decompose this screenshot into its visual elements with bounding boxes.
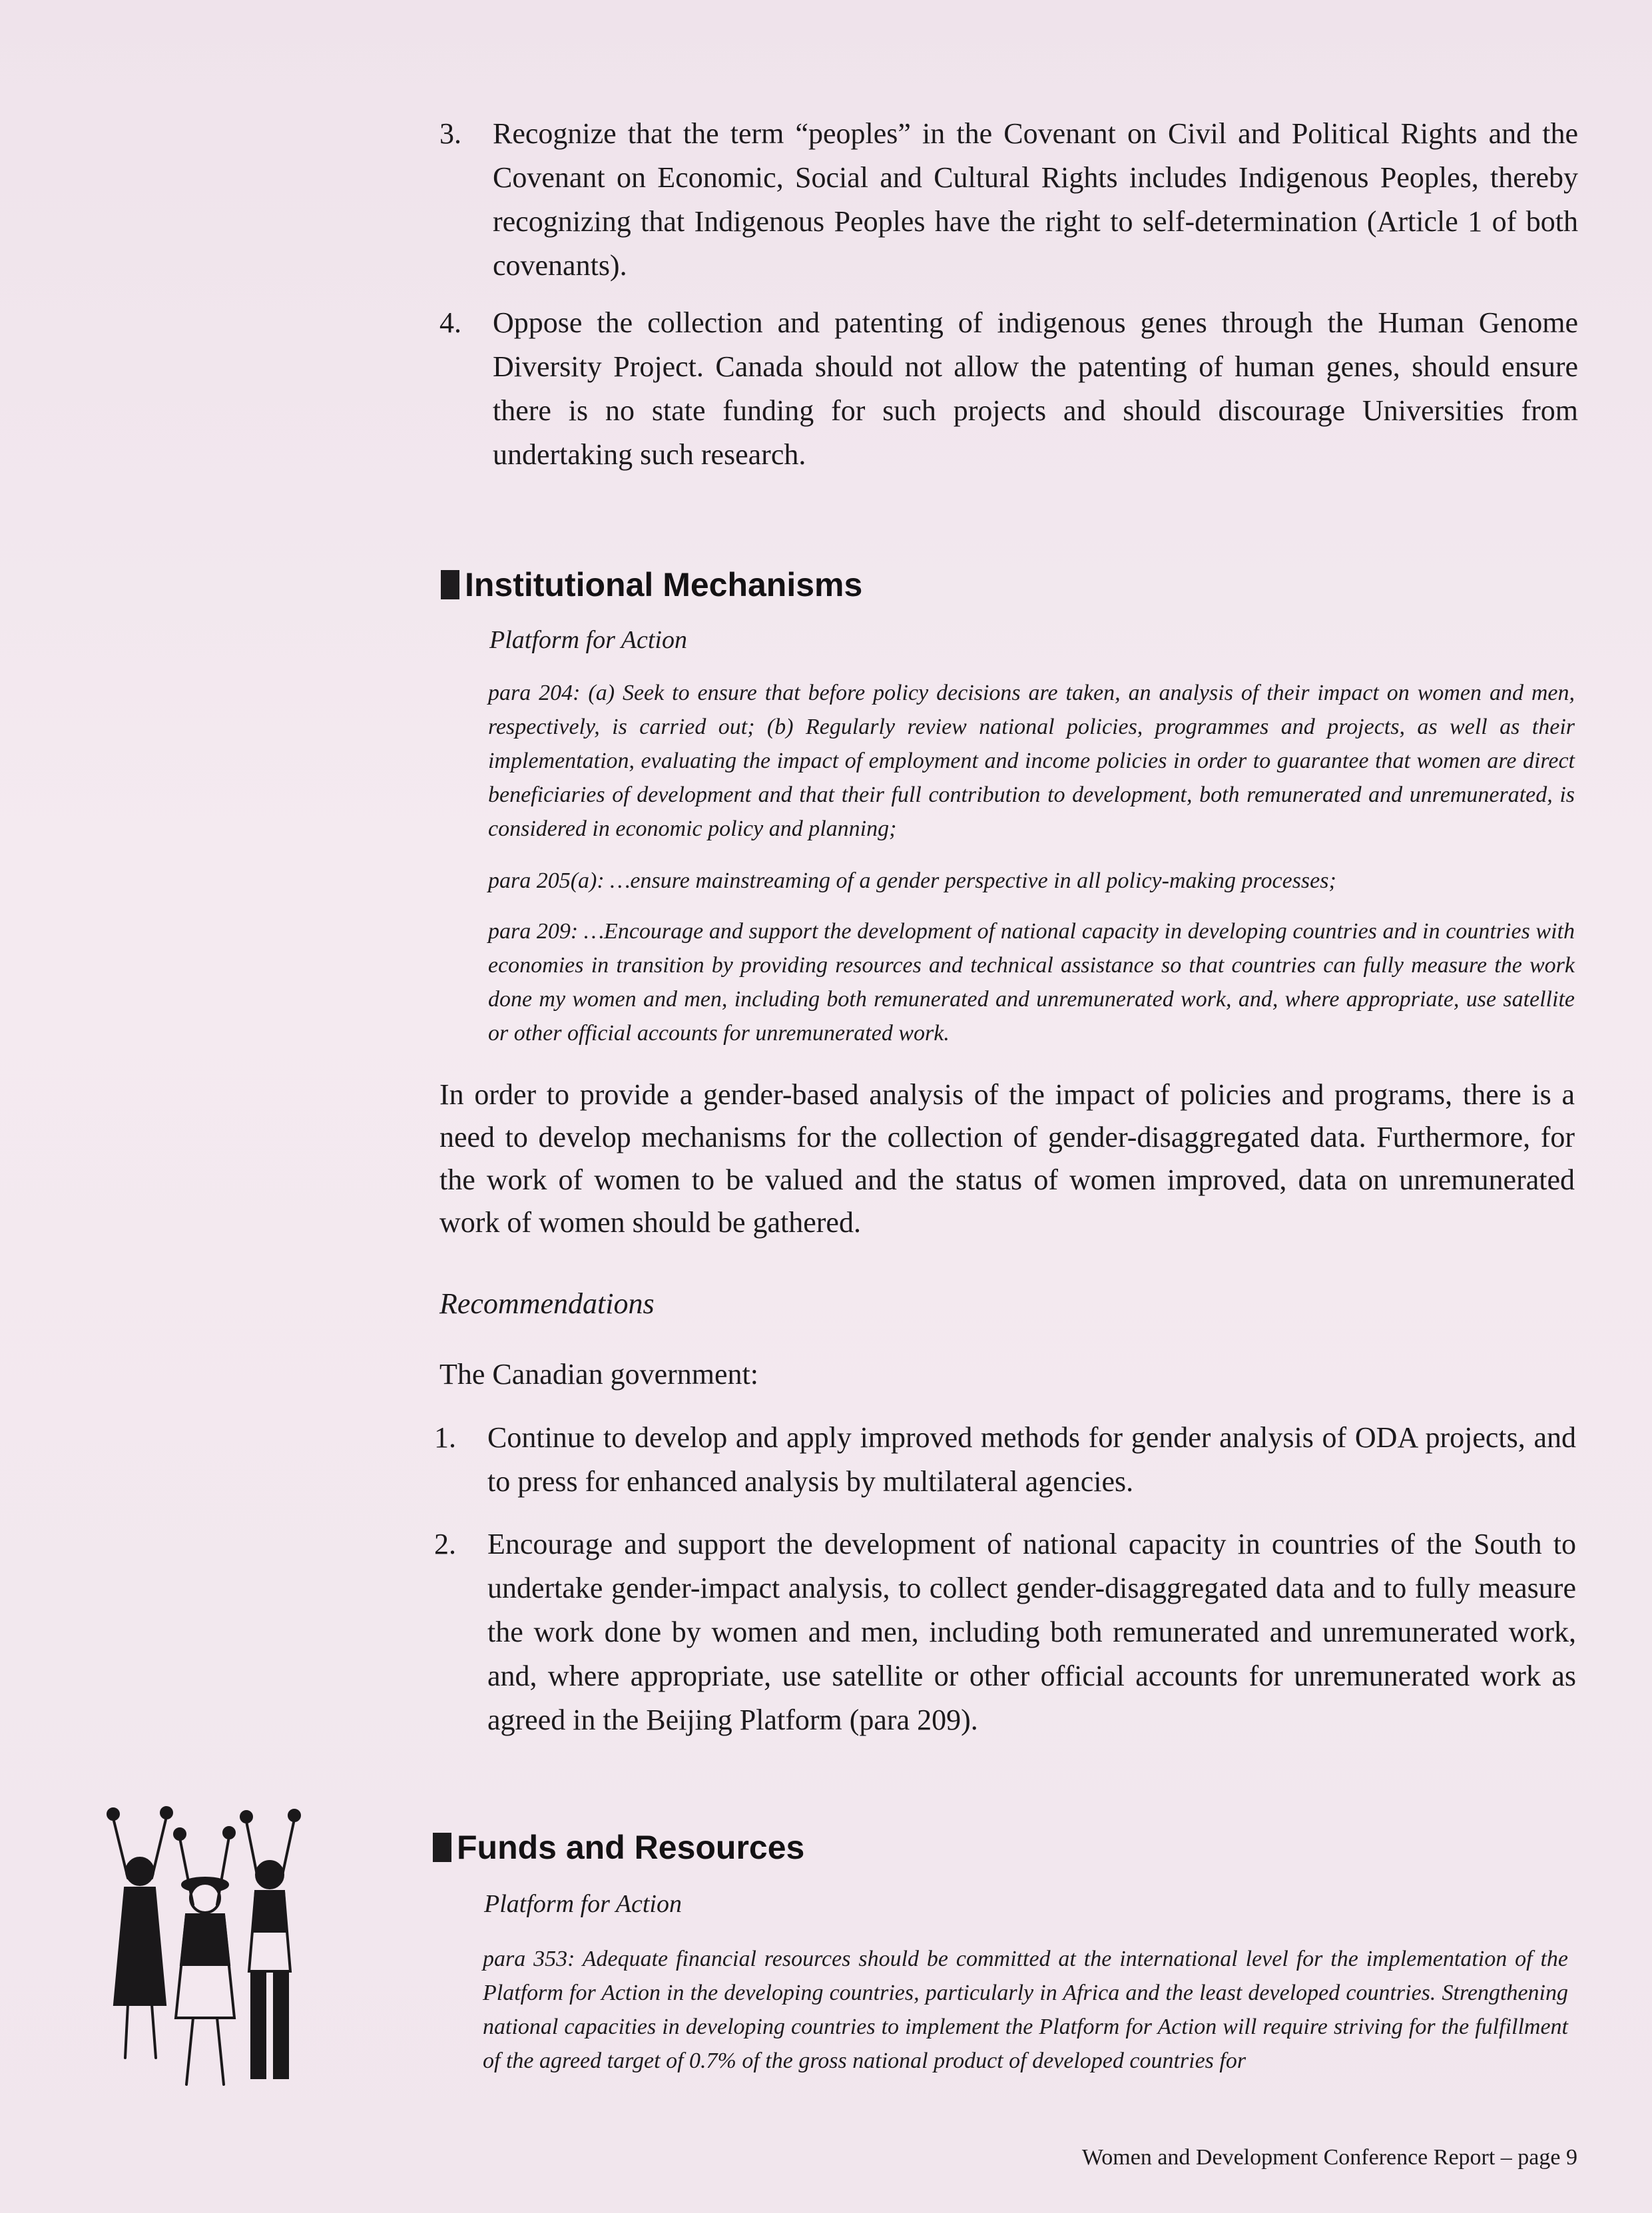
list-item-4 (439, 301, 1578, 477)
list-item-text: Recognize that the term “peoples” in the Covenant on Civil and Political Rights and the Covenant on Economic, Social and Cultural Rights includes Indigenous Peoples, thereby recognizing that Indigenous Peoples have the right to self-determination (Article 1 of both covenants). (493, 117, 1578, 282)
list-number: 4. (439, 306, 461, 339)
list-item-3 (439, 112, 1578, 288)
quote-para-204: para 204: (a) Seek to ensure that before policy decisions are taken, an analysis of their impact on women and men, respectively, is carried out; (b) Regularly review national policies, programmes and projects, as well as their implementation, evaluating the impact of employment and income policies in order to guarantee that women are direct beneficiaries of development and that their full contribution to development, both remunerated and unremunerated, is considered in economic policy and planning; (488, 681, 1575, 841)
square-bullet-icon (433, 1833, 451, 1862)
list-item-text: Encourage and support the development of national capacity in countries of the South to undertake gender-impact analysis, to collect gender-disaggregated data and to fully measure the work done by women and men, including both remunerated and unremunerated work, and, where appropriate, use satellite or other official accounts for unremunerated work as agreed in the Beijing Platform (para 209). (487, 1528, 1576, 1736)
quote-para-209: para 209: …Encourage and support the development of national capacity in developing countries and in countries with economies in transition by providing resources and technical assistance so that countries can fully measure the work done my women and men, including both remunerated and unremunerated work, and, where appropriate, use satellite or other official accounts for unremunerated work. (488, 919, 1575, 1046)
quote-para-353: para 353: Adequate financial resources should be committed at the international level for the implementation of the Platform for Action in the developing countries, particularly in Africa and the least developed countries. Strengthening national capacities in developing countries to implement the Platform for Action will require striving for the fulfillment of the agreed target of 0.7% of the gross national product of developed countries for (483, 1947, 1568, 2073)
platform-for-action-label: Platform for Action (484, 1890, 682, 1918)
page-footer: Women and Development Conference Report – page 9 (1081, 2145, 1577, 2170)
platform-for-action-label: Platform for Action (489, 626, 687, 654)
list-item-text: Oppose the collection and patenting of indigenous genes through the Human Genome Diversity Project. Canada should not allow the patenting of human genes, should ensure there is no state funding for such projects and should discourage Universities from undertaking such research. (493, 306, 1578, 471)
list-number: 1. (434, 1421, 456, 1454)
list-number: 3. (439, 117, 461, 150)
recommendation-item-2 (434, 1522, 1576, 1742)
recommendations-label: Recommendations (439, 1287, 655, 1320)
list-number: 2. (434, 1528, 456, 1560)
section-heading-text: Funds and Resources (457, 1829, 805, 1866)
recommendation-item-1 (434, 1416, 1576, 1504)
section-heading-text: Institutional Mechanisms (465, 566, 863, 603)
list-item-text: Continue to develop and apply improved methods for gender analysis of ODA projects, and to press for enhanced analysis by multilateral agencies. (487, 1421, 1576, 1498)
women-raising-arms-illustration (87, 1805, 326, 2098)
government-label: The Canadian government: (439, 1358, 758, 1391)
body-paragraph-gender-analysis: In order to provide a gender-based analysis of the impact of policies and programs, there is a need to develop mechanisms for the collection of gender-disaggregated data. Furthermore, for the work of women to be valued and the status of women improved, data on unremunerated work of women should be gathered. (439, 1078, 1575, 1239)
section-heading-institutional (441, 565, 862, 605)
quote-para-205a: para 205(a): …ensure mainstreaming of a gender perspective in all policy-making processes; (488, 868, 1336, 893)
square-bullet-icon (441, 570, 459, 599)
section-heading-funds (433, 1827, 804, 1867)
